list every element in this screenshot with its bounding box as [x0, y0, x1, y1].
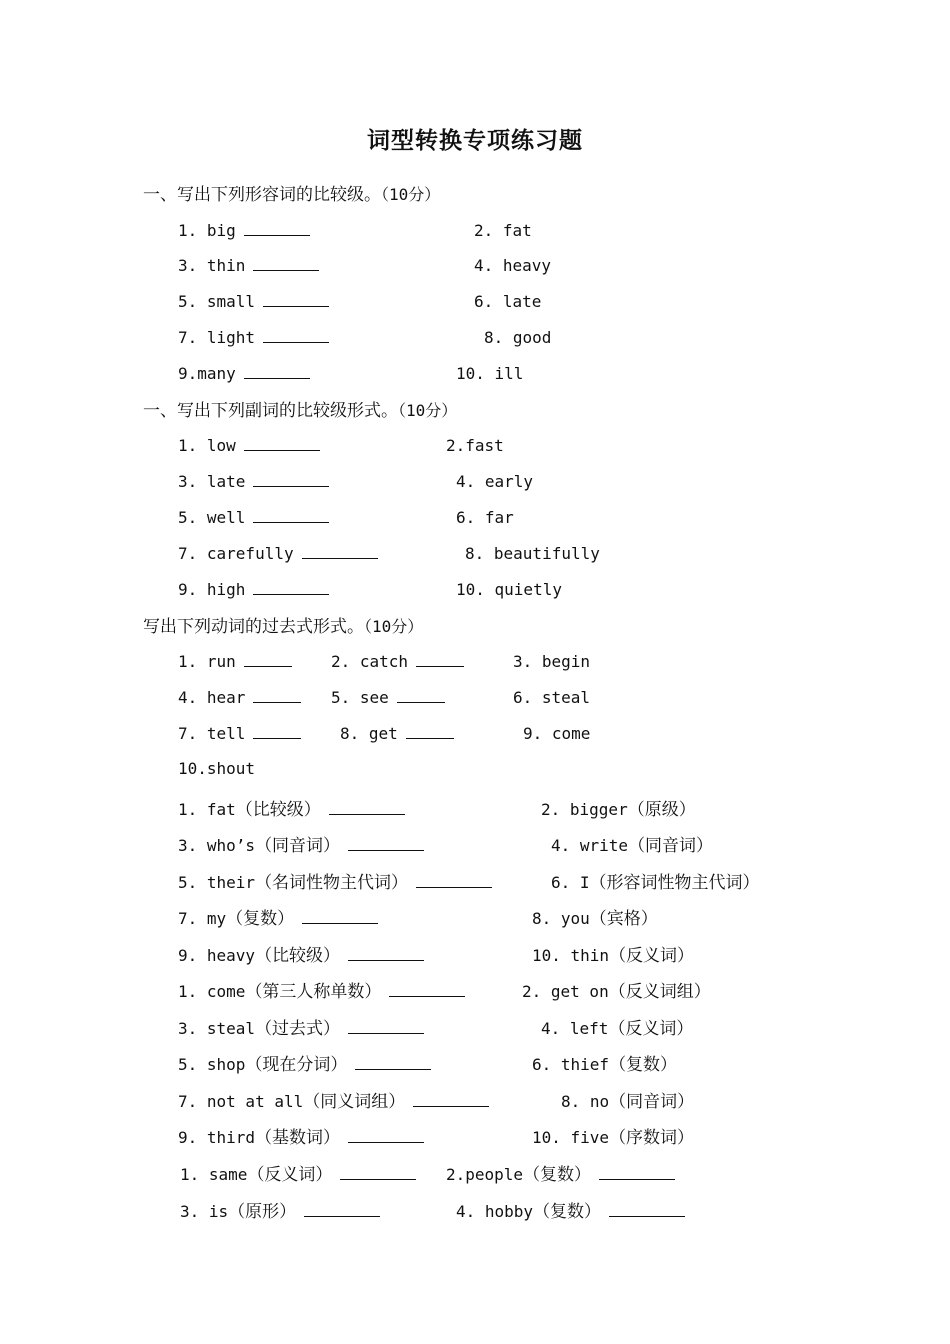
answer-blank[interactable]	[348, 1019, 424, 1034]
exercise-item: 1. big	[178, 221, 310, 240]
answer-blank[interactable]	[416, 873, 492, 888]
answer-blank[interactable]	[599, 1165, 675, 1180]
exercise-item: 3. begin	[513, 652, 591, 671]
exercise-item: 9. heavy（比较级）	[178, 941, 424, 966]
exercise-item: 9. high	[178, 580, 329, 599]
exercise-item: 8. get	[340, 724, 454, 743]
exercise-item: 7. carefully	[178, 544, 378, 563]
answer-blank[interactable]	[348, 836, 424, 851]
exercise-item: 3. who’s（同音词）	[178, 831, 424, 856]
exercise-item: 3. steal（过去式）	[178, 1014, 424, 1039]
section-points: （10分）	[398, 401, 458, 420]
exercise-item: 8. good	[484, 328, 552, 347]
exercise-item: 5. shop（现在分词）	[178, 1050, 431, 1075]
exercise-item: 4. hear	[178, 688, 301, 707]
section-heading-verbs	[143, 612, 423, 637]
page-title: 词型转换专项练习题	[367, 128, 583, 154]
answer-blank[interactable]	[348, 1128, 424, 1143]
exercise-item: 2. get on（反义词组）	[522, 982, 711, 1002]
section-label: 一、写出下列副词的比较级形式。	[143, 401, 398, 421]
exercise-item: 8. you（宾格）	[532, 909, 658, 929]
answer-blank[interactable]	[416, 652, 464, 667]
answer-blank[interactable]	[253, 724, 301, 739]
exercise-item: 7. not at all（同义词组）	[178, 1087, 489, 1112]
exercise-item: 2.people（复数）	[446, 1160, 675, 1185]
exercise-item: 3. thin	[178, 256, 319, 275]
exercise-item: 7. light	[178, 328, 329, 347]
answer-blank[interactable]	[329, 800, 405, 815]
answer-blank[interactable]	[348, 946, 424, 961]
exercise-item: 2. fat	[474, 221, 532, 240]
section-label: 一、写出下列形容词的比较级。	[143, 185, 381, 205]
exercise-item: 10. ill	[456, 364, 524, 383]
exercise-item: 1. low	[178, 436, 320, 455]
answer-blank[interactable]	[302, 544, 378, 559]
exercise-item: 5. see	[331, 688, 445, 707]
answer-blank[interactable]	[263, 328, 329, 343]
exercise-item: 4. write（同音词）	[551, 836, 714, 856]
exercise-item: 1. run	[178, 652, 292, 671]
section-heading-adverbs	[143, 396, 457, 421]
exercise-item: 2. catch	[331, 652, 464, 671]
exercise-item: 6. I（形容词性物主代词）	[551, 873, 760, 893]
exercise-item: 10.shout	[178, 759, 256, 778]
exercise-item: 6. thief（复数）	[532, 1055, 678, 1075]
answer-blank[interactable]	[244, 364, 310, 379]
section-points: （10分）	[364, 617, 424, 636]
section-heading-adjectives	[143, 180, 440, 205]
exercise-item: 9. third（基数词）	[178, 1123, 424, 1148]
answer-blank[interactable]	[413, 1092, 489, 1107]
exercise-item: 8. beautifully	[465, 544, 600, 563]
exercise-item: 8. no（同音词）	[561, 1092, 695, 1112]
answer-blank[interactable]	[244, 221, 310, 236]
exercise-item: 1. fat（比较级）	[178, 795, 405, 820]
answer-blank[interactable]	[389, 982, 465, 997]
exercise-item: 10. five（序数词）	[532, 1128, 695, 1148]
answer-blank[interactable]	[253, 688, 301, 703]
answer-blank[interactable]	[244, 436, 320, 451]
exercise-item: 3. late	[178, 472, 329, 491]
exercise-item: 9. come	[523, 724, 591, 743]
answer-blank[interactable]	[340, 1165, 416, 1180]
exercise-item: 4. left（反义词）	[541, 1019, 694, 1039]
answer-blank[interactable]	[263, 292, 329, 307]
answer-blank[interactable]	[244, 652, 292, 667]
exercise-item: 6. late	[474, 292, 542, 311]
answer-blank[interactable]	[304, 1202, 380, 1217]
exercise-item: 3. is（原形）	[180, 1197, 380, 1222]
exercise-item: 2. bigger（原级）	[541, 800, 696, 820]
exercise-item: 2.fast	[446, 436, 504, 455]
section-label: 写出下列动词的过去式形式。	[143, 617, 364, 637]
exercise-item: 4. heavy	[474, 256, 552, 275]
exercise-item: 5. their（名词性物主代词）	[178, 868, 492, 893]
answer-blank[interactable]	[302, 909, 378, 924]
answer-blank[interactable]	[355, 1055, 431, 1070]
exercise-item: 7. my（复数）	[178, 904, 378, 929]
answer-blank[interactable]	[397, 688, 445, 703]
exercise-item: 1. come（第三人称单数）	[178, 977, 465, 1002]
exercise-item: 6. far	[456, 508, 514, 527]
answer-blank[interactable]	[253, 580, 329, 595]
exercise-item: 9.many	[178, 364, 310, 383]
exercise-item: 10. thin（反义词）	[532, 946, 695, 966]
exercise-item: 5. well	[178, 508, 329, 527]
exercise-item: 10. quietly	[456, 580, 562, 599]
exercise-item: 7. tell	[178, 724, 301, 743]
exercise-item: 4. early	[456, 472, 534, 491]
exercise-item: 1. same（反义词）	[180, 1160, 416, 1185]
exercise-item: 6. steal	[513, 688, 591, 707]
answer-blank[interactable]	[406, 724, 454, 739]
answer-blank[interactable]	[253, 472, 329, 487]
exercise-item: 5. small	[178, 292, 329, 311]
answer-blank[interactable]	[609, 1202, 685, 1217]
answer-blank[interactable]	[253, 508, 329, 523]
section-points: （10分）	[381, 185, 441, 204]
exercise-item: 4. hobby（复数）	[456, 1197, 685, 1222]
answer-blank[interactable]	[253, 256, 319, 271]
